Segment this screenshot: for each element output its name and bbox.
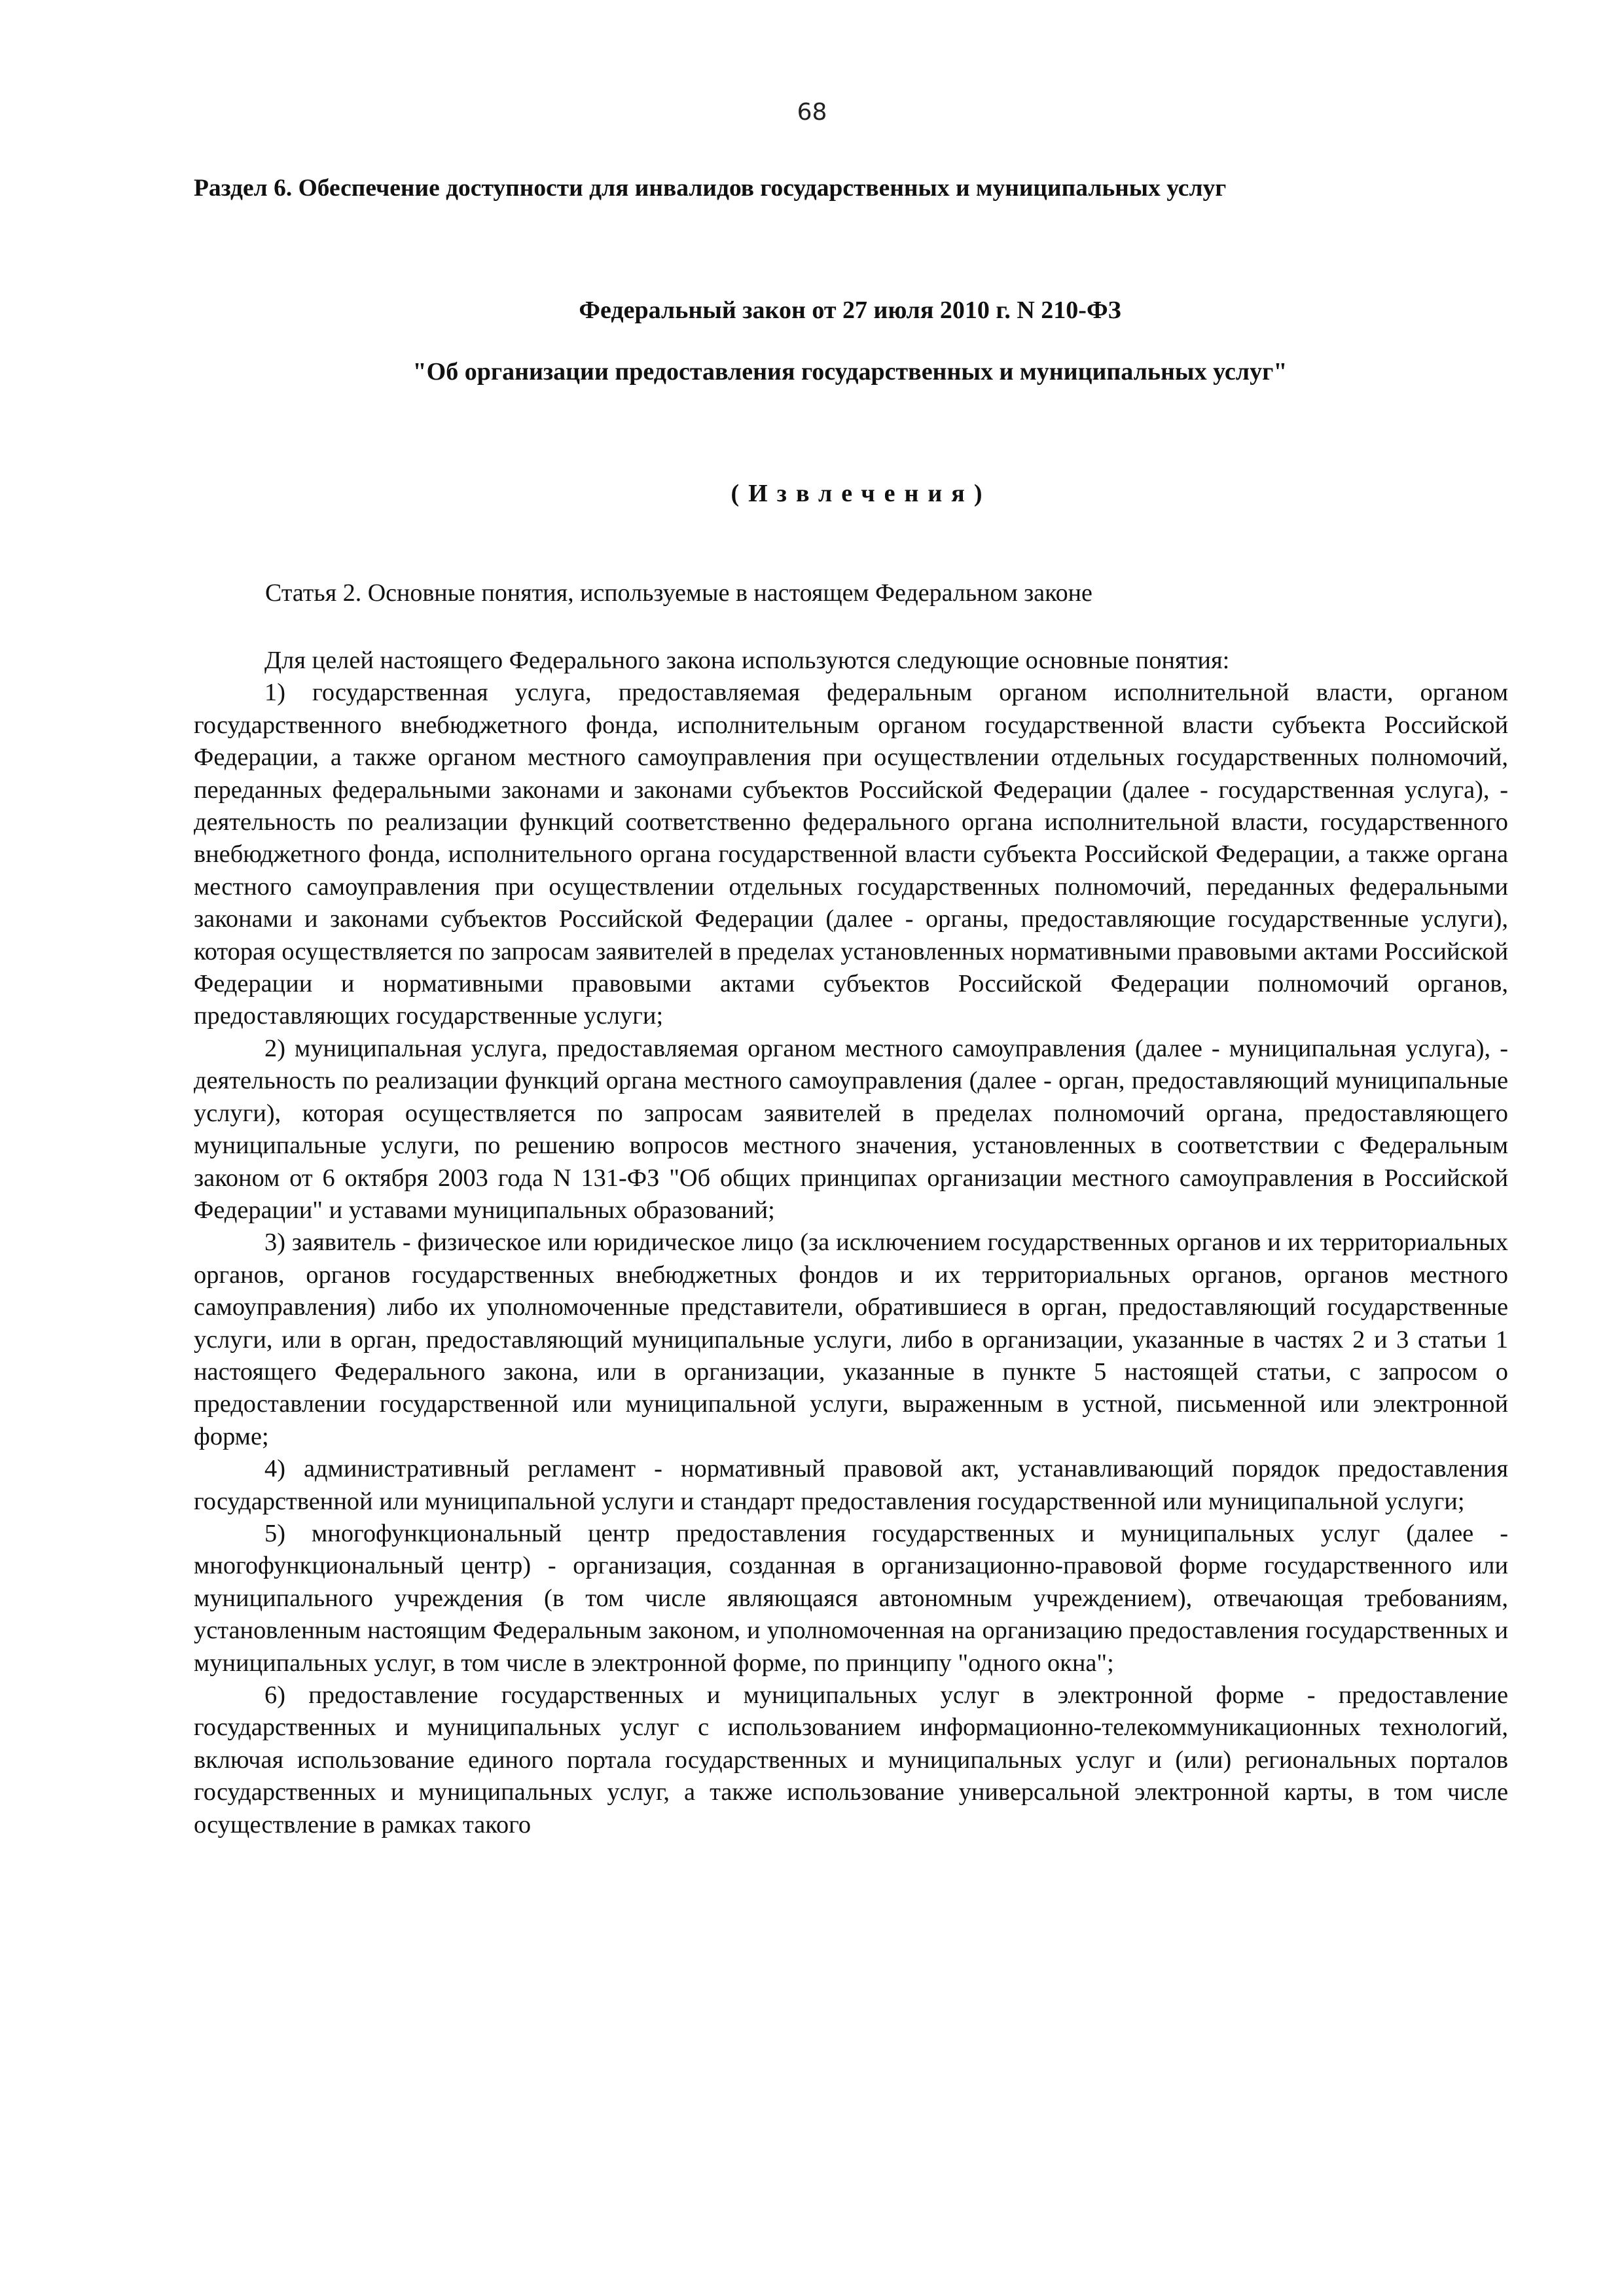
definition-paragraph-2: 2) муниципальная услуга, предоставляемая органом местного самоуправления (далее - муниципальная услуга), - деятельность по реализации функций органа местного самоуправления (далее - орган, предоставляющий муниципальные услуги), которая осуществляется по запросам заявителей в пределах полномочий органа, предоставляющего муниципальные услуги, по решению вопросов местного значения, установленных в соответствии с Федеральным законом от 6 октября 2003 года N 131-ФЗ "Об общих принципах организации местного самоуправления в Российской Федерации" и уставами муниципальных образований; [194, 1034, 1508, 1224]
article-title: Статья 2. Основные понятия, используемые в настоящем Федеральном законе [265, 579, 1092, 607]
article-body [194, 645, 1508, 1841]
law-title: Федеральный закон от 27 июля 2010 г. N 210-ФЗ [579, 296, 1121, 324]
extract-label: (Извлечения) [731, 480, 992, 507]
definition-paragraph-4: 4) административный регламент - нормативный правовой акт, устанавливающий порядок предоставления государственной или муниципальной услуги и стандарт предоставления государственной или муниципальной услуги; [194, 1455, 1508, 1515]
definition-paragraph-3: 3) заявитель - физическое или юридическое лицо (за исключением государственных органов и их территориальных органов, органов государственных внебюджетных фондов и их территориальных органов, органов местного самоуправления) либо их уполномоченные представители, обратившиеся в орган, предоставляющий государственные услуги, или в орган, предоставляющий муниципальные услуги, либо в организации, указанные в частях 2 и 3 статьи 1 настоящего Федерального закона, или в организации, указанные в пункте 5 настоящей статьи, с запросом о предоставлении государственной или муниципальной услуги, выраженным в устной, письменной или электронной форме; [194, 1229, 1508, 1450]
article-intro: Для целей настоящего Федерального закона используются следующие основные понятия: [264, 647, 1230, 674]
section-title: Раздел 6. Обеспечение доступности для инвалидов государственных и муниципальных услуг [194, 175, 1227, 202]
page-number: 68 [797, 99, 827, 126]
law-subtitle: "Об организации предоставления государственных и муниципальных услуг" [412, 358, 1288, 386]
definition-paragraph-5: 5) многофункциональный центр предоставления государственных и муниципальных услуг (далее - многофункциональный центр) - организация, созданная в организационно-правовой форме государственного или муниципального учреждения (в том числе являющаяся автономным учреждением), отвечающая требованиям, установленным настоящим Федеральным законом, и уполномоченная на организацию предоставления государственных и муниципальных услуг, в том числе в электронной форме, по принципу "одного окна"; [194, 1519, 1508, 1677]
definition-paragraph-1: 1) государственная услуга, предоставляемая федеральным органом исполнительной власти, органом государственного внебюджетного фонда, исполнительным органом государственной власти субъекта Российской Федерации, а также органом местного самоуправления при осуществлении отдельных государственных полномочий, переданных федеральными законами и законами субъектов Российской Федерации (далее - государственная услуга), - деятельность по реализации функций соответственно федерального органа исполнительной власти, государственного внебюджетного фонда, исполнительного органа государственной власти субъекта Российской Федерации, а также органа местного самоуправления при осуществлении отдельных государственных полномочий, переданных федеральными законами и законами субъектов Российской Федерации (далее - органы, предоставляющие государственные услуги), которая осуществляется по запросам заявителей в пределах установленных нормативными правовыми актами Российской Федерации и нормативными правовыми актами субъектов Российской Федерации полномочий органов, предоставляющих государственные услуги; [194, 679, 1508, 1030]
definition-paragraph-6: 6) предоставление государственных и муниципальных услуг в электронной форме - предоставление государственных и муниципальных услуг с использованием информационно-телекоммуникационных технологий, включая использование единого портала государственных и муниципальных услуг и (или) региональных порталов государственных и муниципальных услуг, а также использование универсальной электронной карты, в том числе осуществление в рамках такого [194, 1681, 1508, 1839]
